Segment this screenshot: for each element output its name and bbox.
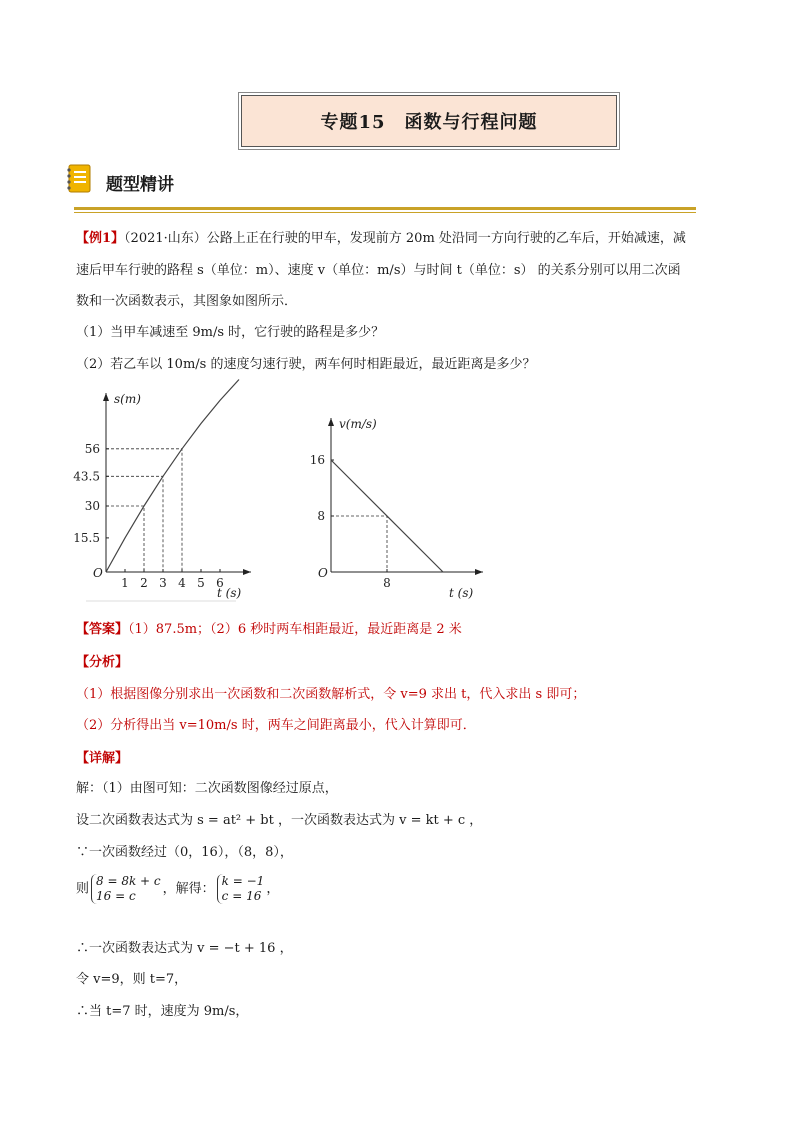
- example-tag: 【例1】: [76, 231, 125, 246]
- detail-line-4: 则8 = 8k + c 16 = c ，解得：k = −1 c = 16 ，: [76, 874, 280, 903]
- answer-tag: 【答案】: [76, 622, 129, 637]
- x-tick-label-1: 2: [140, 576, 148, 590]
- origin-label: O: [318, 566, 328, 580]
- guide-line-0: [331, 516, 387, 572]
- section-rule: [74, 207, 696, 210]
- detail-line-3: ∵一次函数经过（0，16），（8，8），: [76, 845, 293, 860]
- question-2: （2）若乙车以 10m/s 的速度匀速行驶，两车何时相距最近，最近距离是多少？: [76, 357, 536, 372]
- x-tick-label-2: 3: [159, 576, 167, 590]
- y-tick-label-1: 30: [84, 499, 100, 513]
- x-tick-label-4: 5: [197, 576, 205, 590]
- series-line-s: [106, 380, 239, 573]
- detail-tag: 【详解】: [76, 751, 129, 766]
- question-1: （1）当甲车减速至 9m/s 时，它行驶的路程是多少？: [76, 325, 385, 340]
- example-line-1: 【例1】（2021·山东）公路上正在行驶的甲车，发现前方 20m 处沿同一方向行驶的乙车后，开始减速，减: [76, 231, 686, 246]
- example-line-2: 速后甲车行驶的路程 s（单位：m）、速度 v（单位：m/s）与时间 t（单位：s） 的关系分别可以用二次函: [76, 263, 681, 278]
- detail-line-6: 令 v=9，则 t=7，: [76, 972, 188, 987]
- y-tick-label-3: 56: [84, 441, 100, 456]
- chart-v-t: [310, 417, 483, 600]
- section-rule-thin: [74, 212, 696, 213]
- section-header: [66, 162, 696, 214]
- example-line-3: 数和一次函数表示，其图象如图所示．: [76, 294, 298, 309]
- answer-text: （1）87.5m；（2）6 秒时两车相距最近，最近距离是 2 米: [128, 622, 462, 637]
- x-axis-label: t (s): [217, 586, 242, 600]
- x-axis-arrow: [475, 569, 483, 575]
- y-axis-label: v(m/s): [339, 417, 377, 431]
- x-tick-label-0: 1: [121, 576, 129, 590]
- answer-line: [76, 621, 462, 639]
- analysis-tag: 【分析】: [76, 655, 129, 670]
- detail-line-7: ∴当 t=7 时，速度为 9m/s，: [76, 1004, 249, 1019]
- y-tick-label-0: 15.5: [73, 530, 100, 545]
- y-tick-label-1: 16: [309, 453, 325, 467]
- x-tick-label-5: 6: [216, 576, 224, 590]
- x-tick-label-3: 4: [178, 576, 186, 590]
- equation-system-1: 8 = 8k + c 16 = c: [91, 874, 161, 904]
- x-axis-label: t (s): [449, 586, 474, 600]
- y-axis-arrow: [103, 393, 109, 401]
- analysis-line-2: （2）分析得出当 v=10m/s 时，两车之间距离最小，代入计算即可．: [76, 718, 476, 733]
- detail-line-5: ∴一次函数表达式为 v = −t + 16 ，: [76, 941, 293, 956]
- x-axis-arrow: [243, 569, 251, 575]
- y-axis-label: s(m): [114, 392, 141, 406]
- chart-s-t: [73, 380, 251, 602]
- x-tick-label-0: 8: [383, 576, 391, 590]
- detail-line-2: 设二次函数表达式为 s = at² + bt ，一次函数表达式为 v = kt + c ，: [76, 813, 483, 828]
- notebook-icon: [66, 164, 92, 194]
- page-title: 专题15 函数与行程问题: [241, 95, 617, 147]
- analysis-line-1: （1）根据图像分别求出一次函数和二次函数解析式，令 v=9 求出 t，代入求出 s 即可；: [76, 687, 586, 702]
- y-axis-arrow: [328, 418, 334, 426]
- y-tick-label-2: 43.5: [73, 469, 100, 484]
- detail-line-1: 解：（1）由图可知：二次函数图像经过原点，: [76, 781, 338, 796]
- figure: [73, 383, 506, 608]
- equation-system-2: k = −1 c = 16: [217, 874, 265, 904]
- section-title: 题型精讲: [106, 175, 174, 195]
- y-tick-label-0: 8: [317, 509, 325, 523]
- origin-label: O: [93, 566, 103, 580]
